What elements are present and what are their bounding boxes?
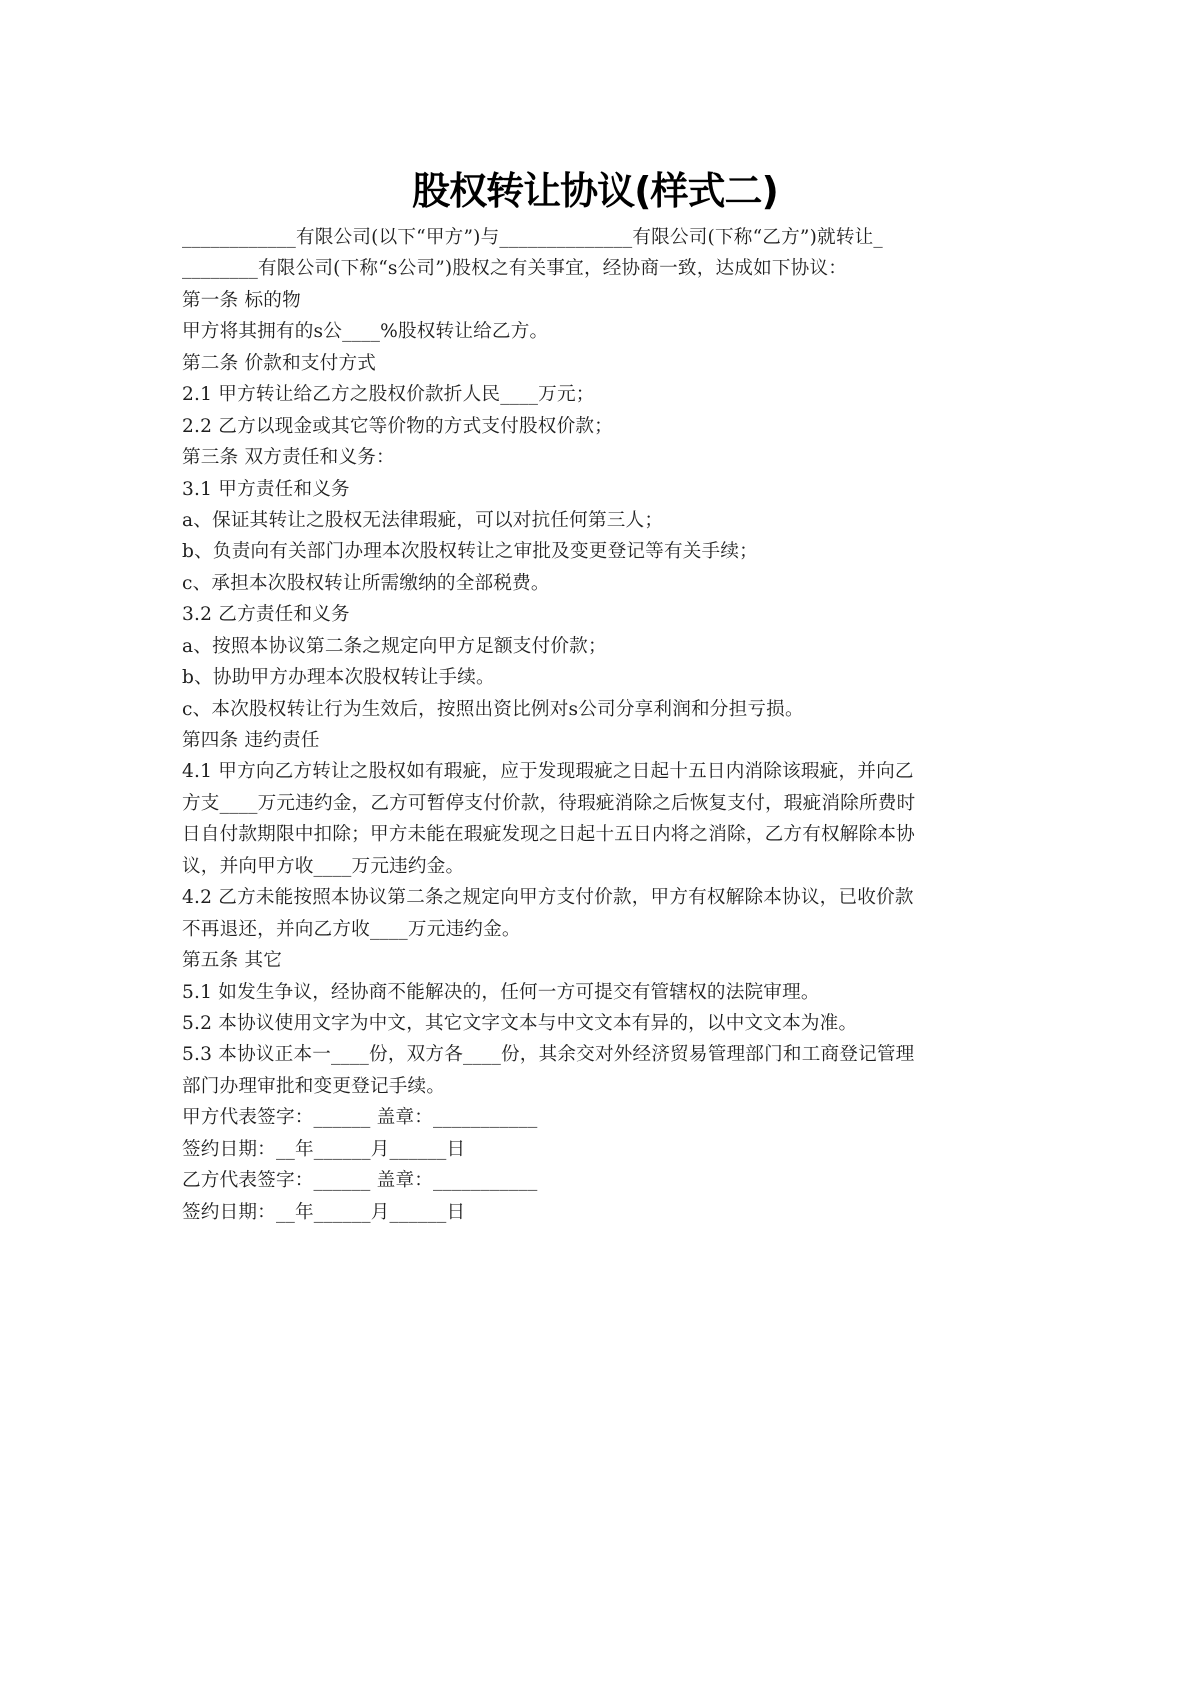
party-b-sign-date: 签约日期：__年______月______日 [182, 1201, 466, 1223]
clause-3-1: 3.1 甲方责任和义务 [182, 478, 350, 500]
article-2-heading: 第二条 价款和支付方式 [182, 352, 377, 374]
clause-5-1: 5.1 如发生争议，经协商不能解决的，任何一方可提交有管辖权的法院审理。 [182, 981, 820, 1003]
clause-2-1: 2.1 甲方转让给乙方之股权价款折人民____万元； [182, 384, 595, 406]
party-a-signature: 甲方代表签字：______ 盖章：___________ [182, 1107, 538, 1129]
intro-line-1: ____________有限公司(以下“甲方”)与______________有限公司(下称“乙方”)就转让_ [182, 227, 883, 248]
clause-3-1-a: a、保证其转让之股权无法律瑕疵，可以对抗任何第三人； [182, 509, 664, 531]
clause-4-2-line-2: 不再退还，并向乙方收____万元违约金。 [182, 918, 521, 940]
intro-line-2: ________有限公司(下称“s公司”)股权之有关事宜，经协商一致，达成如下协议： [182, 258, 848, 280]
article-4-heading: 第四条 违约责任 [182, 730, 320, 751]
clause-3-2-c: c、本次股权转让行为生效后，按照出资比例对s公司分享利润和分担亏损。 [182, 698, 804, 720]
clause-5-3-line-2: 部门办理审批和变更登记手续。 [182, 1075, 446, 1097]
clause-4-1-line-3: 日自付款期限中扣除；甲方未能在瑕疵发现之日起十五日内将之消除，乙方有权解除本协 [182, 824, 915, 846]
article-1-heading: 第一条 标的物 [182, 289, 301, 311]
clause-5-3-line-1: 5.3 本协议正本一____份，双方各____份，其余交对外经济贸易管理部门和工商登记管理 [182, 1044, 915, 1066]
article-3-heading: 第三条 双方责任和义务： [182, 447, 395, 469]
article-5-heading: 第五条 其它 [182, 950, 283, 972]
party-b-signature: 乙方代表签字：______ 盖章：___________ [182, 1170, 538, 1192]
clause-4-1-line-4: 议，并向甲方收____万元违约金。 [182, 855, 465, 877]
clause-2-2: 2.2 乙方以现金或其它等价物的方式支付股权价款； [182, 415, 613, 437]
clause-3-1-c: c、承担本次股权转让所需缴纳的全部税费。 [182, 572, 550, 594]
clause-4-1-line-2: 方支____万元违约金，乙方可暂停支付价款，待瑕疵消除之后恢复支付，瑕疵消除所费时 [182, 792, 916, 814]
clause-3-2-a: a、按照本协议第二条之规定向甲方足额支付价款； [182, 635, 607, 657]
clause-3-2: 3.2 乙方责任和义务 [182, 604, 350, 626]
clause-5-2: 5.2 本协议使用文字为中文，其它文字文本与中文文本有异的，以中文文本为准。 [182, 1012, 858, 1034]
clause-4-2-line-1: 4.2 乙方未能按照本协议第二条之规定向甲方支付价款，甲方有权解除本协议，已收价款 [182, 887, 914, 909]
document-title: 股权转让协议(样式二) [412, 169, 778, 213]
clause-3-2-b: b、协助甲方办理本次股权转让手续。 [182, 667, 495, 689]
document-body [182, 222, 1022, 1228]
article-1-text: 甲方将其拥有的s公____%股权转让给乙方。 [182, 321, 549, 343]
clause-4-1-line-1: 4.1 甲方向乙方转让之股权如有瑕疵，应于发现瑕疵之日起十五日内消除该瑕疵，并向乙 [182, 761, 914, 783]
party-a-sign-date: 签约日期：__年______月______日 [182, 1138, 466, 1160]
clause-3-1-b: b、负责向有关部门办理本次股权转让之审批及变更登记等有关手续； [182, 541, 758, 563]
